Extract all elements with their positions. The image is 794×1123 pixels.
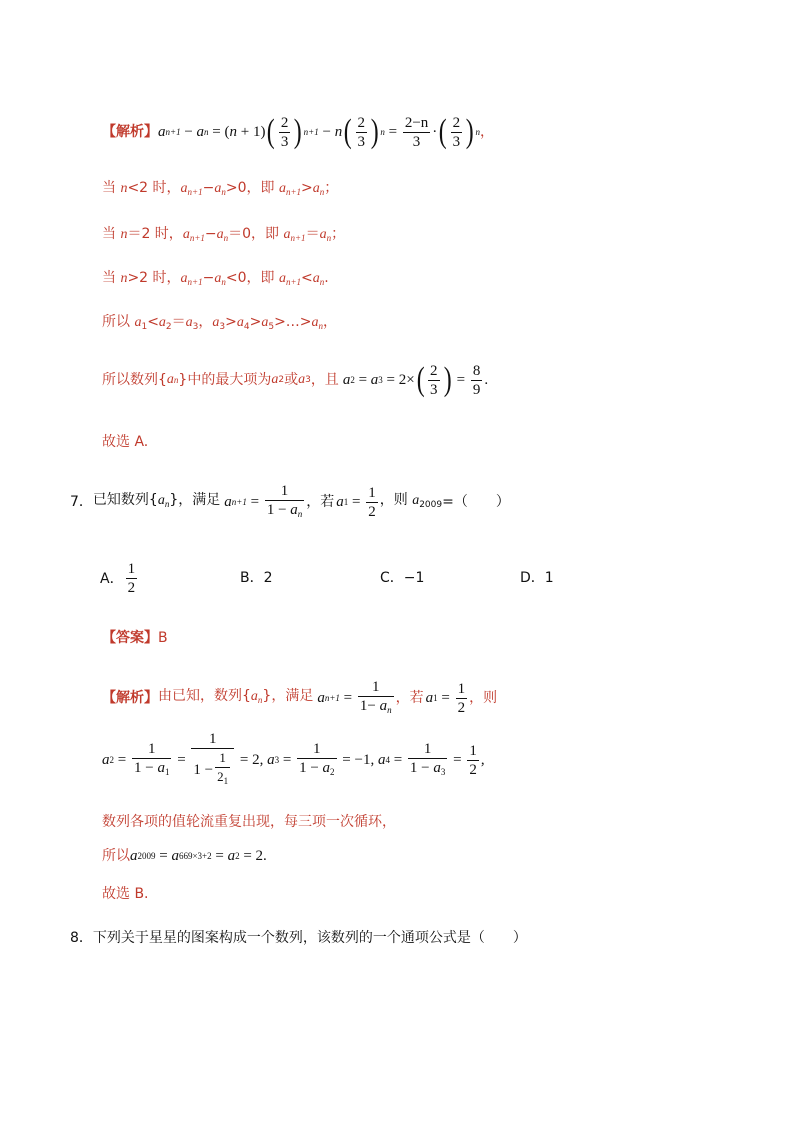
q7-option-c: C．−1 — [380, 570, 425, 586]
q6-frac-num: 2−n — [404, 114, 429, 131]
q6-case-n-greater-2: 当 n>2 时，$a_{n+1}-a_n<0$，即 $a_{n+1}<a_n$. — [102, 270, 329, 287]
q7-option-d: D．1 — [520, 570, 554, 586]
q6-case-n-equal-2: 当 n＝2 时，$a_{n+1}-a_n=0$，即 $a_{n+1}=a_n$； — [102, 226, 346, 243]
q7-solution-intro: 【解析】 由已知，数列$\{a_n\}$，满足 a n+1 = $\frac{1}{1- a_n}$ ，若 a 1 = $\frac{1}{2}$ ，则 — [102, 678, 498, 716]
q8-stem — [70, 928, 527, 948]
solution-tag: 【解析】 — [102, 124, 158, 140]
q7-computation: a 2 = $\frac{1}{1 - a_1}$ = 1 1 − $\frac{1}{2_1}$ = 2, a 3 = $\frac{1}{1 - a_2}$ = −1, a 4 = $\frac{1}{1 - a_3}$ = $\frac{1}{2}$ , — [102, 731, 485, 786]
q7-conclusion: 所以 a 2009 = a 669×3+2 = a 2 = 2. — [102, 848, 267, 864]
solution-tag-2: 【解析】 — [102, 690, 158, 706]
q6-frac-den: 3 — [412, 133, 421, 150]
q7-blank: =（ ） — [442, 494, 510, 510]
q6-solution-formula: 【解析】 a n+1 − a n = ( n + 1) ( $\frac{2}{3}$ ) n+1 − n ( $\frac{2}{3}$ ) n = $\frac{2-n}{3}$ · ( $\frac{2}{3}$ ) n ， — [102, 113, 494, 150]
q7-option-b: B．2 — [240, 570, 273, 586]
q8-number: 8． — [70, 930, 93, 946]
q7-number: 7． — [70, 494, 93, 510]
answer-value: B — [158, 630, 168, 646]
q7-cycle: 数列各项的值轮流重复出现，每三项一次循环， — [102, 814, 396, 830]
so-text: 所以 — [102, 848, 130, 864]
so-subscript: 669×3+2 — [178, 851, 212, 861]
q6-choose: 故选 A. — [102, 434, 149, 450]
q6-case-n-less-2: 当 n<2 时，$a_{n+1}-a_n>0$，即 $a_{n+1}>a_n$； — [102, 180, 339, 197]
q8-text: 下列关于星星的图案构成一个数列，该数列的一个通项公式是（ ） — [92, 930, 527, 946]
q7-option-a — [100, 560, 139, 597]
q7-stem: 7． 已知数列$\{a_n\}$，满足 a n+1 = $\frac{1}{1 - a_n}$ ，若 a 1 = $\frac{1}{2}$ ，则 $a_{2009}$ =（ ） — [70, 482, 510, 520]
option-a-num: 1 — [127, 561, 136, 577]
max-value-num: 8 — [472, 362, 481, 379]
option-a-label: A． — [100, 570, 124, 587]
max-value-den: 9 — [472, 381, 481, 398]
q7-answer — [102, 628, 168, 648]
a2009-subscript: 2009 — [419, 499, 443, 510]
q6-formula: a n+1 − a n = ( n + 1) ( $\frac{2}{3}$ ) n+1 − n ( $\frac{2}{3}$ ) n = $\frac{2-n}{3}$ · ( $\frac{2}{3}$ ) n — [158, 113, 480, 150]
q6-ordering: 所以 $a_1<a_2=a_3$，$a_3>a_4>a_5>\dots>a_n$， — [102, 314, 338, 332]
option-a-den: 2 — [127, 580, 136, 596]
q7-choose: 故选 B. — [102, 886, 149, 902]
q6-max-term: 所以数列{ a n }中的最大项为 a 2 或 a 3 ，且 a 2 = a 3 = 2× ( $\frac{2}{3}$ ) = $\frac{8}{9}$ . — [102, 361, 489, 398]
answer-tag: 【答案】 — [102, 630, 158, 646]
